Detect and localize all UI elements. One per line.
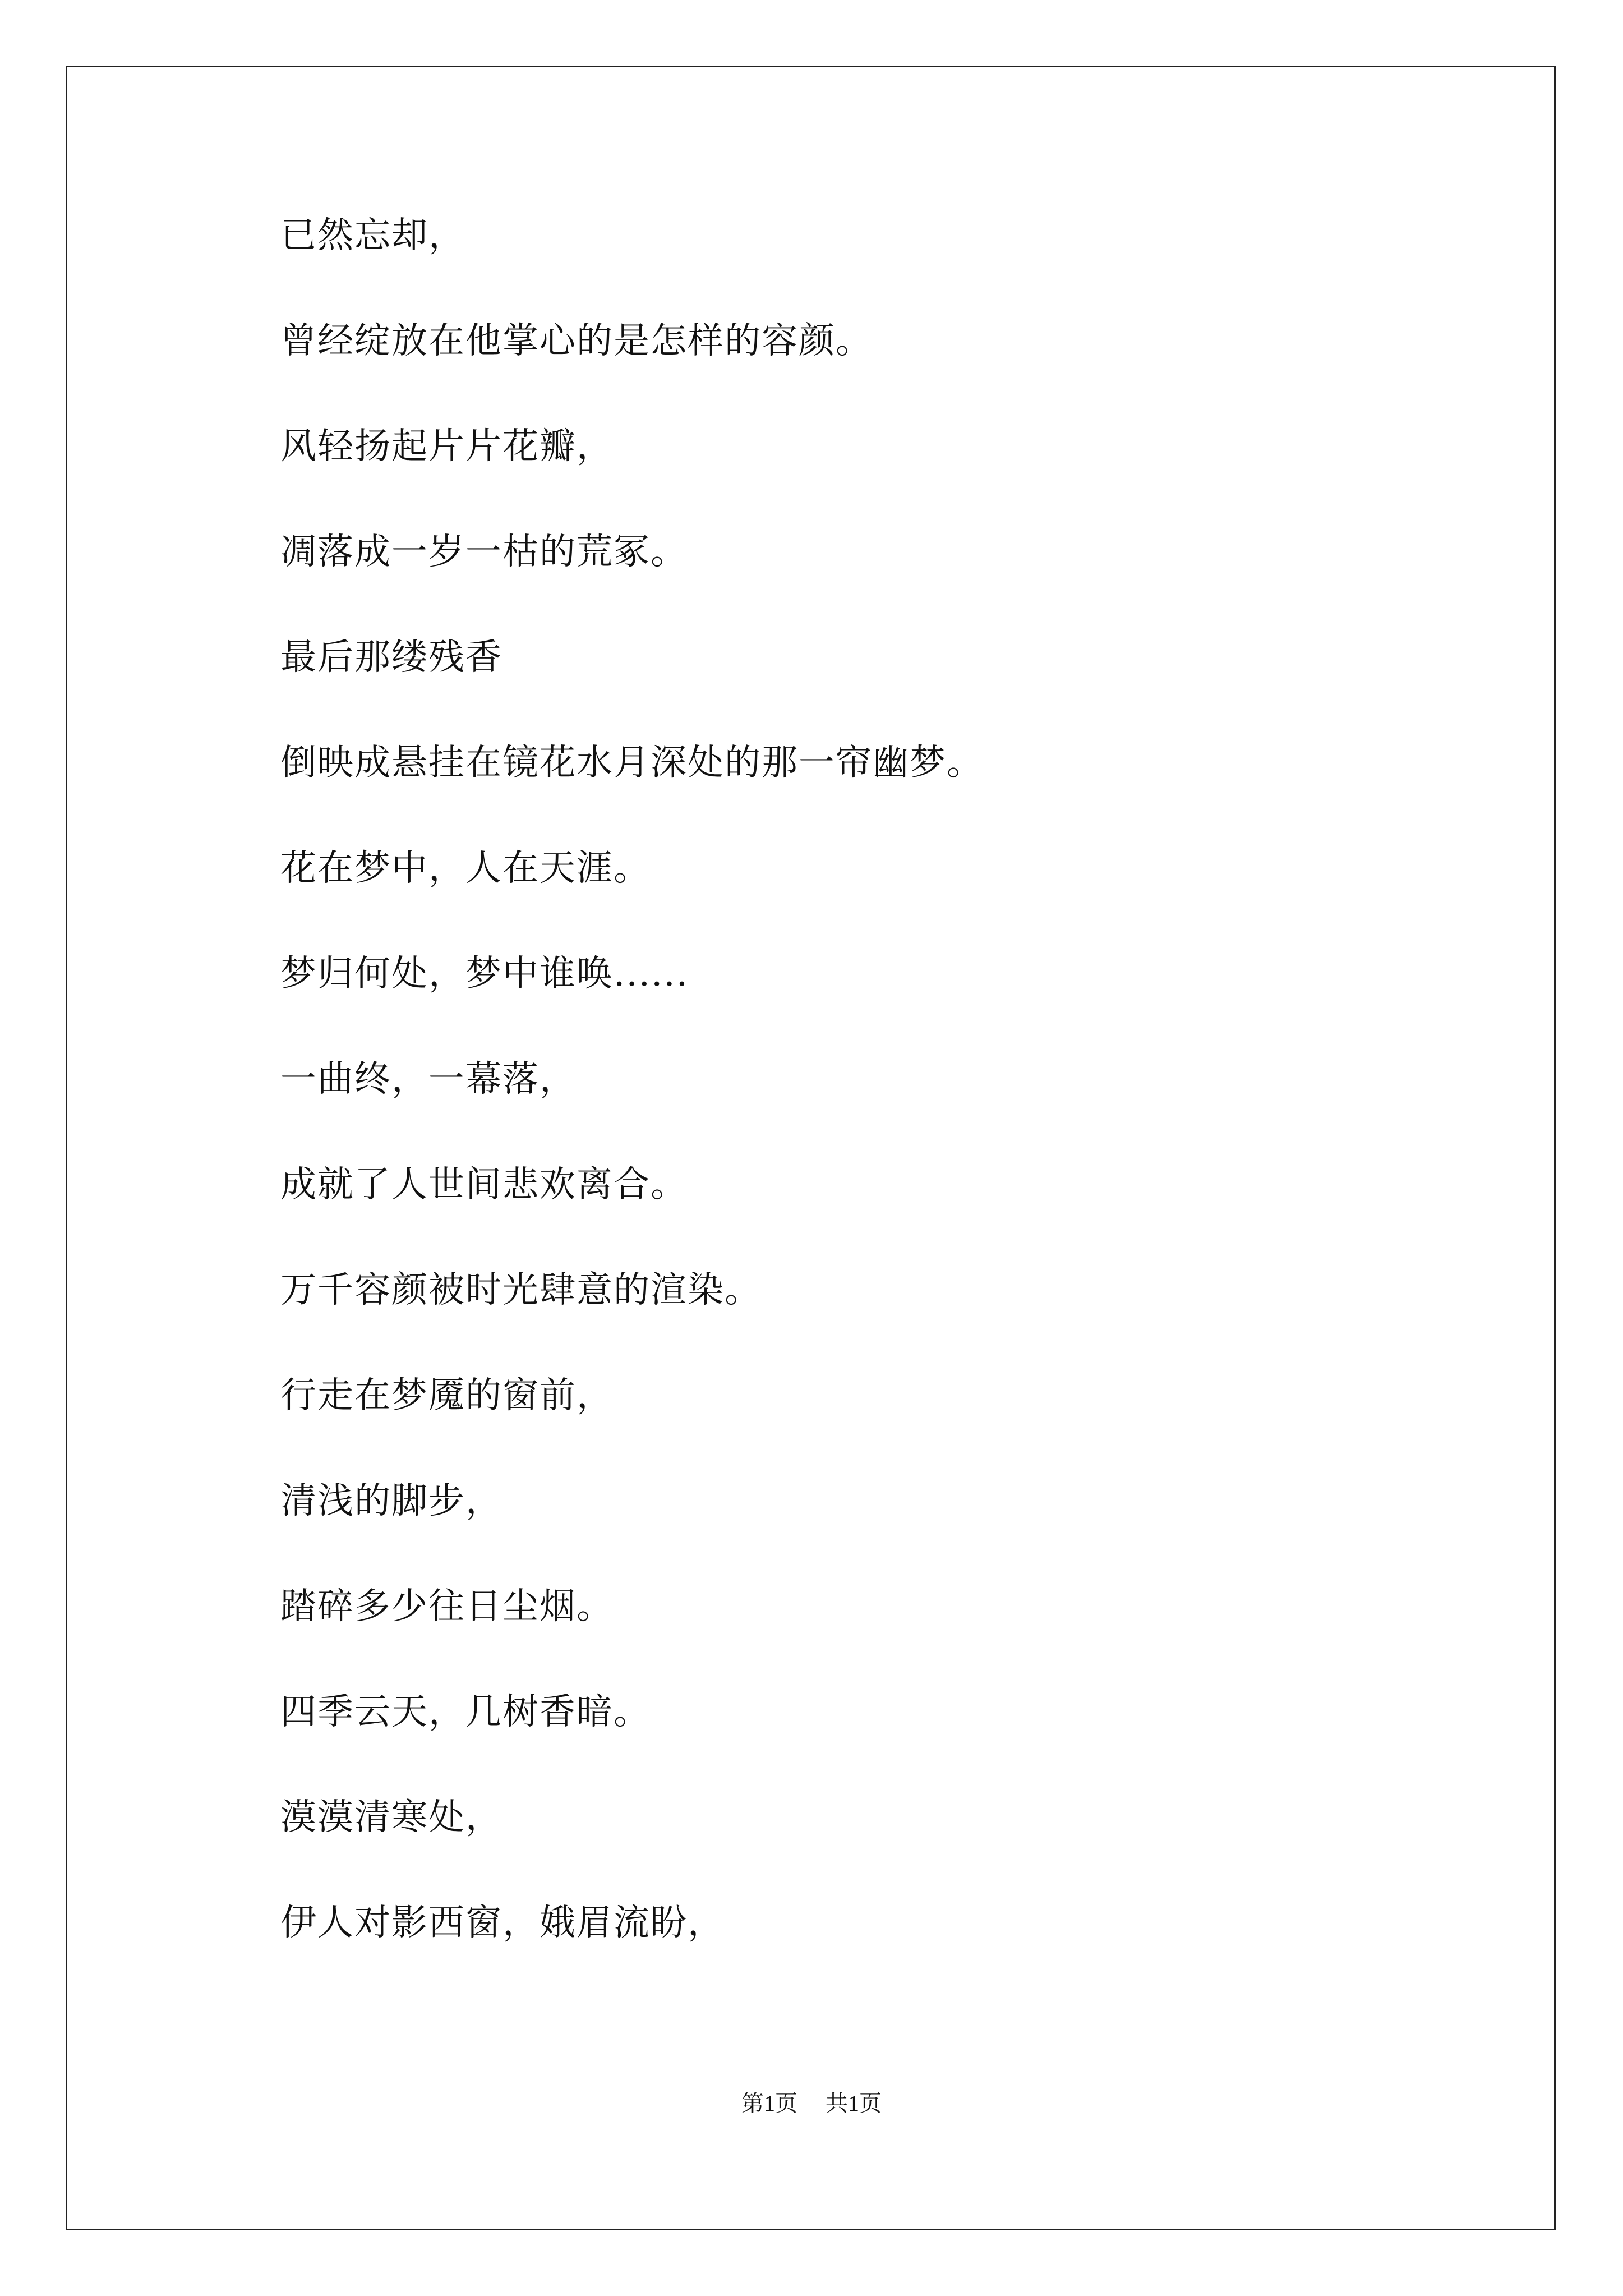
- poem-line: 风轻扬起片片花瓣，: [280, 426, 614, 467]
- poem-line: 一曲终，一幕落，: [280, 1059, 577, 1100]
- poem-line: 踏碎多少往日尘烟。: [280, 1586, 614, 1627]
- poem-line: 已然忘却，: [280, 215, 465, 256]
- poem-body: [280, 216, 984, 2009]
- poem-line: 成就了人世间悲欢离合。: [280, 1164, 688, 1205]
- poem-line: 万千容颜被时光肆意的渲染。: [280, 1269, 762, 1311]
- poem-line: 花在梦中，人在天涯。: [280, 848, 651, 889]
- poem-line: 倒映成悬挂在镜花水月深处的那一帘幽梦。: [280, 742, 984, 784]
- poem-line: 清浅的脚步，: [280, 1480, 502, 1522]
- poem-line: 凋落成一岁一枯的荒冢。: [280, 531, 688, 573]
- poem-line: 曾经绽放在他掌心的是怎样的容颜。: [280, 320, 873, 362]
- current-page-number: 第1页: [741, 2091, 797, 2116]
- poem-line: 漠漠清寒处，: [280, 1797, 502, 1838]
- total-page-count: 共1页: [826, 2091, 882, 2116]
- page-footer: [0, 2090, 1623, 2118]
- poem-line: 行走在梦魇的窗前，: [280, 1375, 614, 1416]
- poem-line: 梦归何处，梦中谁唤......: [280, 953, 689, 995]
- poem-line: 四季云天，几树香暗。: [280, 1691, 651, 1733]
- poem-line: 最后那缕残香: [280, 637, 502, 678]
- poem-line: 伊人对影西窗，娥眉流盼，: [280, 1902, 725, 1944]
